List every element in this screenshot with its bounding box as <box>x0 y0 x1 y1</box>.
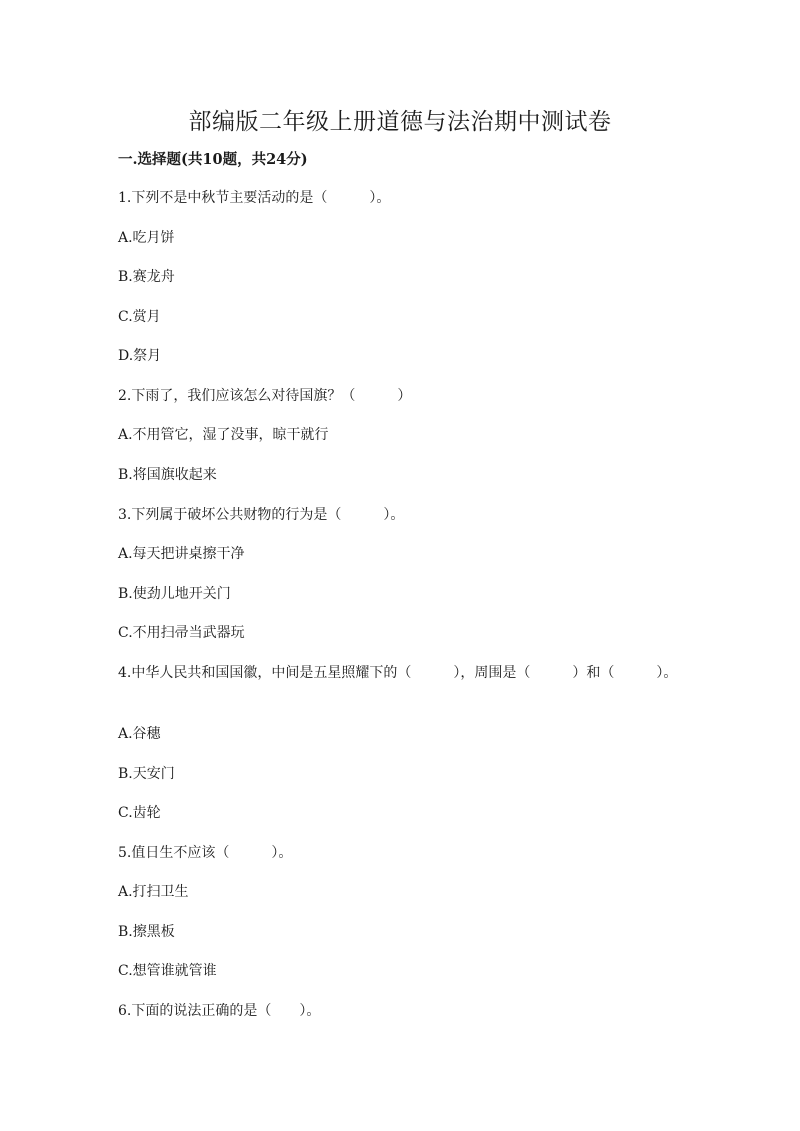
question-3-option-c: C.不用扫帚当武器玩 <box>118 625 245 641</box>
question-6-stem: 6.下面的说法正确的是（ ）。 <box>118 1003 321 1019</box>
question-3-option-a: A.每天把讲桌擦干净 <box>118 546 245 562</box>
question-2-option-a: A.不用管它，湿了没事，晾干就行 <box>118 427 329 443</box>
section-heading: 一.选择题(共10题，共24分) <box>118 151 308 168</box>
question-2-stem: 2.下雨了，我们应该怎么对待国旗？（ ） <box>118 388 412 404</box>
question-5-option-a: A.打扫卫生 <box>118 884 189 900</box>
question-4-option-b: B.天安门 <box>118 766 175 782</box>
question-1-option-a: A.吃月饼 <box>118 230 175 246</box>
question-5-option-c: C.想管谁就管谁 <box>118 963 217 979</box>
question-3-stem: 3.下列属于破坏公共财物的行为是（ ）。 <box>118 507 405 523</box>
question-5-option-b: B.擦黑板 <box>118 924 175 940</box>
question-3-option-b: B.使劲儿地开关门 <box>118 586 231 602</box>
question-2-option-b: B.将国旗收起来 <box>118 467 217 483</box>
question-4-stem: 4.中华人民共和国国徽，中间是五星照耀下的（ ），周围是（ ）和（ ）。 <box>118 665 678 681</box>
page-title: 部编版二年级上册道德与法治期中测试卷 <box>188 109 612 136</box>
question-1-option-c: C.赏月 <box>118 309 161 325</box>
question-1-stem: 1.下列不是中秋节主要活动的是（ ）。 <box>118 190 391 206</box>
question-5-stem: 5.值日生不应该（ ）。 <box>118 845 293 861</box>
question-4-option-c: C.齿轮 <box>118 805 161 821</box>
question-4-option-a: A.谷穗 <box>118 726 161 742</box>
question-1-option-b: B.赛龙舟 <box>118 269 175 285</box>
question-1-option-d: D.祭月 <box>118 348 162 364</box>
